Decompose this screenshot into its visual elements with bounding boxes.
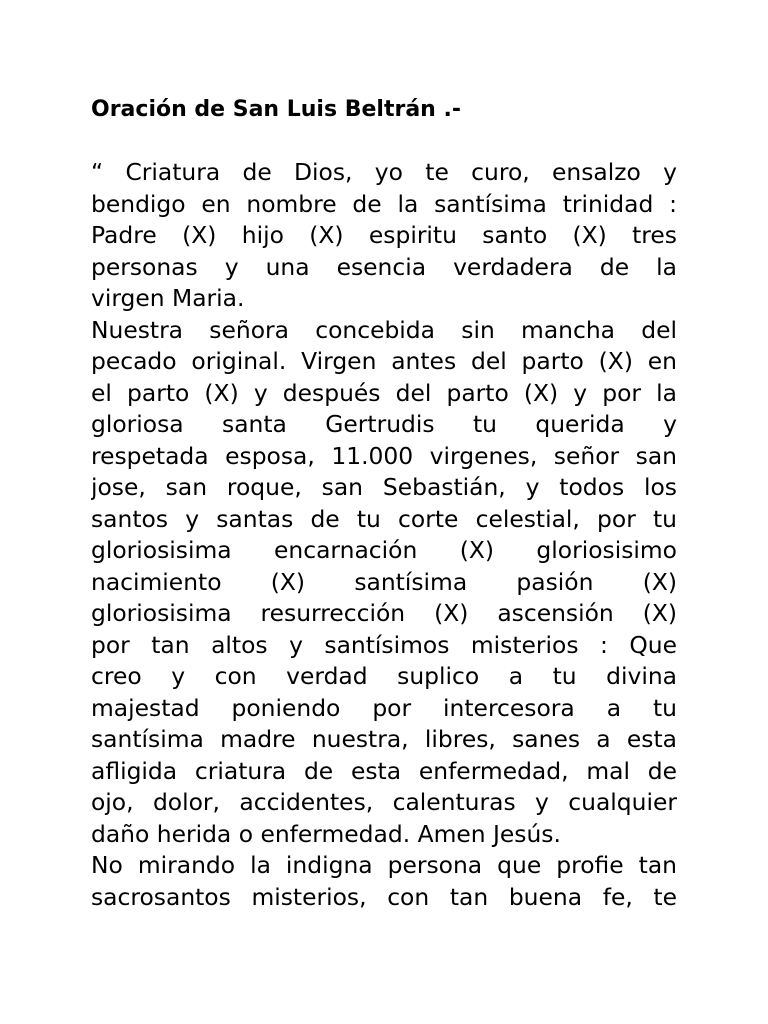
text-line: Padre (X) hijo (X) espiritu santo (X) tres <box>91 221 677 249</box>
text-line: “ Criatura de Dios, yo te curo, ensalzo y <box>91 158 677 186</box>
text-line: personas y una esencia verdadera de la <box>91 252 677 281</box>
text-line: Nuestra señora concebida sin mancha del <box>91 315 677 344</box>
text-line: pecado original. Virgen antes del parto (X) en <box>91 347 677 375</box>
text-line: nacimiento (X) santísima pasión (X) <box>91 567 677 596</box>
text-line: ojo, dolor, accidentes, calenturas y cualquier <box>91 788 677 816</box>
text-line: el parto (X) y después del parto (X) y por la <box>91 378 677 407</box>
text-line: majestad poniendo por intercesora a tu <box>91 693 677 722</box>
text-line: creo y con verdad suplico a tu divina <box>91 662 677 690</box>
text-line: virgen Maria. <box>91 284 245 312</box>
document-title: Oración de San Luis Beltrán .- <box>91 97 461 122</box>
text-line: No mirando la indigna persona que profie tan <box>91 851 677 879</box>
text-line: santísima madre nuestra, libres, sanes a esta <box>91 725 677 753</box>
text-line: afligida criatura de esta enfermedad, mal de <box>91 756 677 785</box>
text-line: sacrosantos misterios, con tan buena fe, te <box>91 882 677 911</box>
text-line: bendigo en nombre de la santísima trinidad : <box>91 189 677 218</box>
text-line: por tan altos y santísimos misterios : Que <box>91 630 677 659</box>
text-line: gloriosa santa Gertrudis tu querida y <box>91 410 677 438</box>
text-line: jose, san roque, san Sebastián, y todos los <box>91 473 677 501</box>
prayer-text <box>91 157 677 913</box>
text-line: gloriosisima encarnación (X) gloriosisimo <box>91 536 677 564</box>
text-line: gloriosisima resurrección (X) ascensión (X) <box>91 599 677 627</box>
text-line: santos y santas de tu corte celestial, por tu <box>91 504 677 533</box>
text-line: respetada esposa, 11.000 virgenes, señor san <box>91 441 677 470</box>
text-line: daño herida o enfermedad. Amen Jesús. <box>91 819 561 848</box>
